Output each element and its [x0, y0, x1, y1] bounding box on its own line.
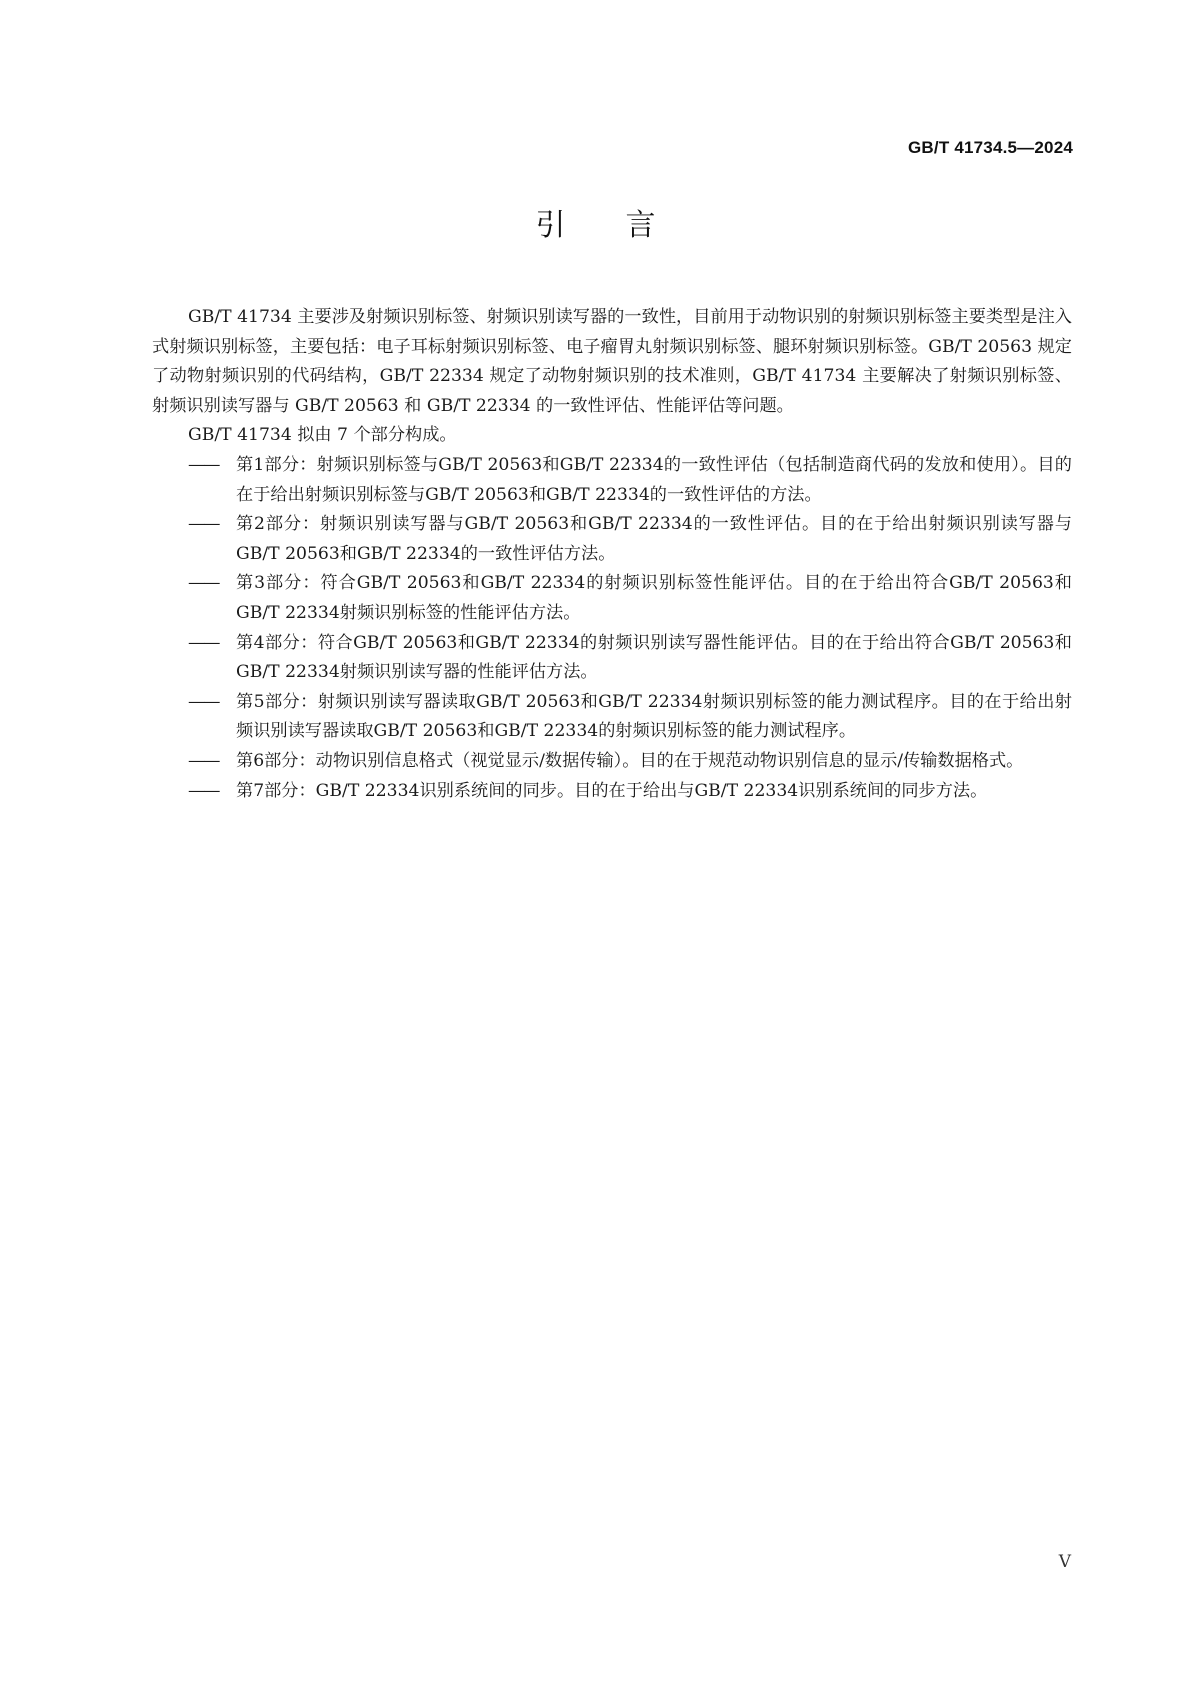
list-item-part-3 — [152, 569, 1072, 628]
parts-overview: GB/T 41734 拟由 7 个部分构成。 — [188, 425, 457, 446]
list-dash: —— — [188, 691, 219, 712]
list-item-part-6 — [152, 747, 1072, 777]
section-title: 引言 — [535, 208, 716, 243]
list-item-text: 第1部分：射频识别标签与GB/T 20563和GB/T 22334的一致性评估（包括制造商代码的发放和使用）。目的在于给出射频识别标签与GB/T 20563和GB/T 22334的一致性评估的方法。 — [236, 454, 1072, 505]
list-item-text: 第3部分：符合GB/T 20563和GB/T 22334的射频识别标签性能评估。目的在于给出符合GB/T 20563和GB/T 22334射频识别标签的性能评估方法。 — [236, 573, 1072, 623]
list-item-part-1 — [152, 451, 1072, 510]
list-dash: —— — [188, 454, 219, 475]
body-text — [152, 303, 1072, 806]
list-item-text: 第6部分：动物识别信息格式（视觉显示/数据传输）。目的在于规范动物识别信息的显示/传输数据格式。 — [236, 750, 1024, 771]
list-item-text: 第5部分：射频识别读写器读取GB/T 20563和GB/T 22334射频识别标签的能力测试程序。目的在于给出射频识别读写器读取GB/T 20563和GB/T 22334的射频识别标签的能力测试程序。 — [236, 691, 1072, 742]
list-item-text: 第2部分：射频识别读写器与GB/T 20563和GB/T 22334的一致性评估。目的在于给出射频识别读写器与GB/T 20563和GB/T 22334的一致性评估方法。 — [236, 514, 1072, 564]
list-dash: —— — [188, 573, 219, 594]
list-dash: —— — [188, 632, 219, 653]
standard-number: GB/T 41734.5—2024 — [908, 138, 1073, 157]
list-item-part-4 — [152, 629, 1072, 688]
list-dash: —— — [188, 750, 219, 771]
list-item-text: 第4部分：符合GB/T 20563和GB/T 22334的射频识别读写器性能评估。目的在于给出符合GB/T 20563和GB/T 22334射频识别读写器的性能评估方法。 — [236, 632, 1072, 683]
list-item-text: 第7部分：GB/T 22334识别系统间的同步。目的在于给出与GB/T 22334识别系统间的同步方法。 — [236, 780, 988, 801]
intro-paragraph: GB/T 41734 主要涉及射频识别标签、射频识别读写器的一致性，目前用于动物识别的射频识别标签主要类型是注入式射频识别标签，主要包括：电子耳标射频识别标签、电子瘤胃丸射频识别标签、腿环射频识别标签。GB/T 20563 规定了动物射频识别的代码结构，GB/T 22334 规定了动物射频识别的技术准则，GB/T 41734 主要解决了射频识别标签、射频识别读写器与 GB/T 20563 和 GB/T 22334 的一致性评估、性能评估等问题。 — [152, 307, 1072, 416]
list-item-part-5 — [152, 688, 1072, 747]
list-item-part-7 — [152, 777, 1072, 807]
list-dash: —— — [188, 514, 219, 535]
page-number: V — [1058, 1552, 1071, 1572]
list-item-part-2 — [152, 510, 1072, 569]
parts-list — [152, 451, 1072, 806]
list-dash: —— — [188, 780, 219, 801]
